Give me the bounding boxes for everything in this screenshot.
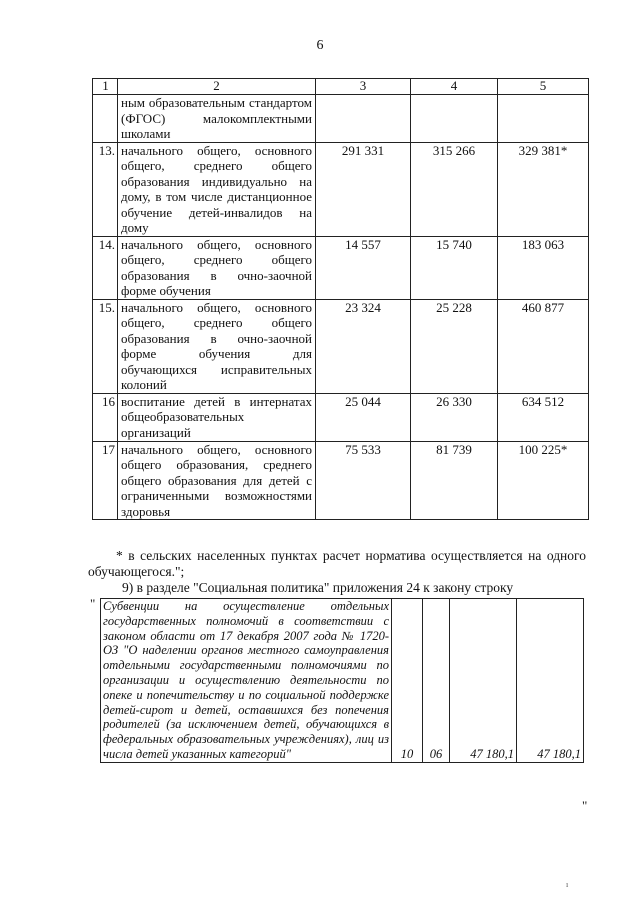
row-value-4: 26 330 xyxy=(411,393,498,441)
item-9-paragraph: 9) в разделе "Социальная политика" приложения 24 к закону строку xyxy=(122,580,514,595)
header-col-3: 3 xyxy=(316,79,411,95)
footnote: * в сельских населенных пунктах расчет норматива осуществляется на одного обучающегося."; xyxy=(88,548,586,579)
row-value-4: 25 228 xyxy=(411,299,498,393)
row-value-3: 25 044 xyxy=(316,393,411,441)
row-number: 17 xyxy=(93,441,118,520)
table-row xyxy=(93,236,589,299)
row-value-3: 23 324 xyxy=(316,299,411,393)
table-row xyxy=(93,95,589,143)
row-number: 13. xyxy=(93,142,118,236)
table-row xyxy=(93,393,589,441)
row-text: начального общего, основного общего образования, среднего общего образования для детей с ограниченными возможностями здоровья xyxy=(118,441,316,520)
subvention-description: Субвенции на осуществление отдельных государственных полномочий в соответствии с законом области от 17 декабря 2007 года № 1720-ОЗ "О наделении органов местного самоуправления отдельными государственными полномочиями по организации и осуществлению деятельности по опеке и попечительству и по социальной поддержке детей-сирот и детей, оставшихся без попечения родителей (за исключением детей, обучающихся в федеральных образовательных учреждениях), лиц из числа детей указанных категорий" xyxy=(101,599,392,763)
row-value-4: 81 739 xyxy=(411,441,498,520)
row-value-5: 634 512 xyxy=(498,393,589,441)
subvention-section: 10 xyxy=(392,599,423,763)
table-row xyxy=(93,441,589,520)
row-number: 15. xyxy=(93,299,118,393)
row-value-5: 183 063 xyxy=(498,236,589,299)
header-col-1: 1 xyxy=(93,79,118,95)
row-value-3: 291 331 xyxy=(316,142,411,236)
row-text: начального общего, основного общего, среднего общего образования в очно-заочной форме обучения xyxy=(118,236,316,299)
row-number: 16 xyxy=(93,393,118,441)
normative-table xyxy=(92,78,589,520)
row-value-4: 315 266 xyxy=(411,142,498,236)
row-text: начального общего, основного общего, среднего общего образования индивидуально на дому, в том числе дистанционное обучение детей-инвалидов на дому xyxy=(118,142,316,236)
subvention-amount-2: 47 180,1 xyxy=(517,599,584,763)
row-value-5: 329 381* xyxy=(498,142,589,236)
subvention-amount-1: 47 180,1 xyxy=(450,599,517,763)
row-value-5: 100 225* xyxy=(498,441,589,520)
row-text: воспитание детей в интернатах общеобразовательных организаций xyxy=(118,393,316,441)
table-header-row xyxy=(93,79,589,95)
header-col-4: 4 xyxy=(411,79,498,95)
opening-quote: " xyxy=(90,596,96,611)
row-value-5: 460 877 xyxy=(498,299,589,393)
row-text: ным образовательным стандартом (ФГОС) малокомплектными школами xyxy=(118,95,316,143)
corner-mark: ı xyxy=(566,880,569,889)
table-row xyxy=(93,142,589,236)
subvention-row xyxy=(101,599,584,763)
row-value-3 xyxy=(316,95,411,143)
header-col-5: 5 xyxy=(498,79,589,95)
row-value-3: 14 557 xyxy=(316,236,411,299)
row-value-5 xyxy=(498,95,589,143)
subvention-subsection: 06 xyxy=(423,599,450,763)
row-number: 14. xyxy=(93,236,118,299)
row-number xyxy=(93,95,118,143)
page-number: 6 xyxy=(316,38,324,53)
row-value-3: 75 533 xyxy=(316,441,411,520)
row-text: начального общего, основного общего, среднего общего образования в очно-заочной форме обучения для обучающихся исправительных колоний xyxy=(118,299,316,393)
row-value-4: 15 740 xyxy=(411,236,498,299)
closing-quote: " xyxy=(582,798,588,813)
table-row xyxy=(93,299,589,393)
subvention-table xyxy=(100,598,584,763)
row-value-4 xyxy=(411,95,498,143)
header-col-2: 2 xyxy=(118,79,316,95)
